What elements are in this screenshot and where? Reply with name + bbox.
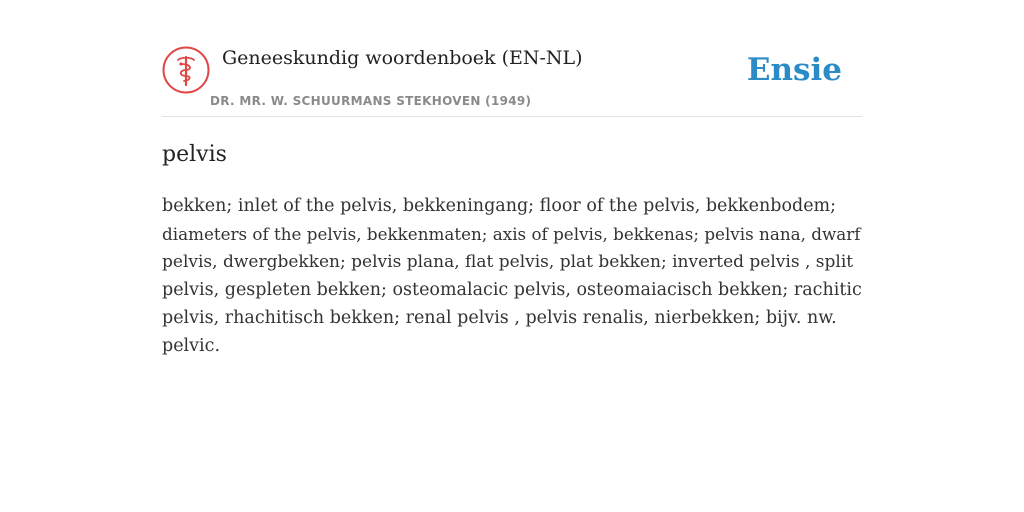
definition-line: diameters of the pelvis, bekkenmaten; axis of pelvis, bekkenas; pelvis nana, dwarf bbox=[162, 224, 861, 244]
definition-line: pelvic. bbox=[162, 336, 221, 356]
dictionary-title[interactable]: Geneeskundig woordenboek (EN-NL) bbox=[222, 47, 583, 69]
caduceus-icon[interactable] bbox=[162, 46, 210, 94]
definition-line: bekken; inlet of the pelvis, bekkeningang; floor of the pelvis, bekkenbodem; bbox=[162, 196, 837, 216]
dictionary-author: DR. MR. W. SCHUURMANS STEKHOVEN (1949) bbox=[210, 94, 532, 108]
definition-line: pelvis, gespleten bekken; osteomalacic pelvis, osteomaiacisch bekken; rachitic bbox=[162, 280, 862, 300]
ensie-logo[interactable]: Ensie bbox=[746, 52, 842, 88]
entry-headword: pelvis bbox=[162, 142, 227, 167]
definition-line: pelvis, rhachitisch bekken; renal pelvis , pelvis renalis, nierbekken; bijv. nw. bbox=[162, 308, 837, 328]
definition-line: pelvis, dwergbekken; pelvis plana, flat pelvis, plat bekken; inverted pelvis , split bbox=[162, 252, 854, 272]
entry-definition bbox=[162, 192, 862, 360]
dictionary-header bbox=[162, 46, 862, 117]
